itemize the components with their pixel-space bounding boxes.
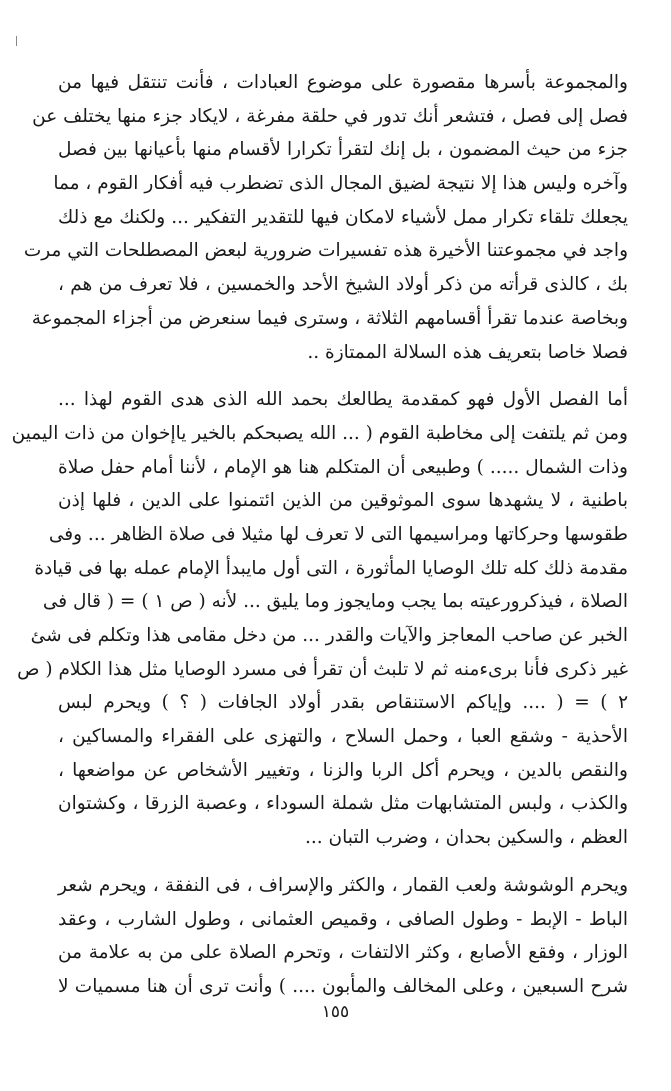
body-text [11,66,628,1004]
paragraph-gap [58,369,628,383]
text-line: واجد في مجموعتنا الأخيرة هذه تفسيرات ضرورية لبعض المصطلحات التي مرت [23,240,628,262]
text-line: ٢ ) = ( .... وإياكم الاستنقاص بقدر أولاد الجافات ( ؟ ) ويحرم لبس [58,692,628,714]
text-line: الخبر عن صاحب المعاجز والآيات والقدر ... من دخل مقامى هذا وتكلم فى شئ [30,625,628,646]
text-line: وبخاصة عندما تقرأ أقسامهم الثلاثة ، وسترى فيما سنعرض من أجزاء المجموعة [31,307,628,329]
text-line: أما الفصل الأول فهو كمقدمة يطالعك بحمد الله الذى هدى القوم لهذا ... [58,389,628,411]
text-line: غير ذكرى فأنا برىءمنه ثم لا تلبث أن تقرأ فى مسرد الوصايا مثل هذا الكلام ( ص [17,658,628,680]
text-line: فصل إلى فصل ، فتشعر أنك تدور في حلقة مفرغة ، لايكاد جزء منها يختلف عن [32,105,628,127]
text-line: وآخره وليس هذا إلا نتيجة لضيق المجال الذى تضطرب فيه أفكار القوم ، مما [53,173,628,195]
margin-mark [16,36,17,46]
page-number: ١٥٥ [321,1002,350,1022]
text-line: فصلا خاصا بتعريف هذه السلالة الممتازة .. [307,341,628,363]
text-line: العظم ، والسكين بحدان ، وضرب التبان ... [305,827,628,849]
text-line: ومن ثم يلتفت إلى مخاطبة القوم ( ... الله يصبحكم بالخير ياإخوان من ذات اليمين [11,422,628,444]
text-line: الباط - الإبط - وطول الصافى ، وقميص العثمانى ، وطول الشارب ، وعقد [58,908,628,930]
text-line: الصلاة ، فيذكرورعيته بما يجب ومايجوز وما يليق ... لأنه ( ص ١ ) = ( قال فى [42,591,628,613]
paragraph-gap [58,855,628,869]
text-line: بك ، كالذى قرأته من ذكر أولاد الشيخ الأحد والخمسين ، فلا تعرف من هم ، [58,274,628,296]
text-line: طقوسها وحركاتها ومراسيمها التى لا تعرف لها مثيلا فى صلاة الظاهر ... وفى [48,523,628,545]
text-line: جزء من حيث المضمون ، بل إنك لتقرأ تكرارا لأقسام منها بأعيانها بين فصل [58,139,628,161]
text-line: شرح السبعين ، وعلى المخالف والمأبون .... ) وأنت ترى أن هنا مسميات لا [58,975,628,997]
text-line: والمجموعة بأسرها مقصورة على موضوع العبادات ، فأنت تنتقل فيها من [58,72,628,93]
text-line: باطنية ، لا يشهدها سوى الموثوقين من الذين ائتمنوا على الدين ، فلها إذن [58,490,628,512]
text-line: الوزار ، وفقع الأصابع ، وكثر الالتفات ، وتحرم الصلاة على من به علامة من [58,942,628,964]
text-line: والكذب ، ولبس المتشابهات مثل شملة السوداء ، وعصبة الزرقا ، وكشتوان [58,793,628,815]
text-line: مقدمة ذلك كله تلك الوصايا المأثورة ، التى أول مايبدأ الإمام عمله بها فى قيادة [34,557,628,579]
text-line: الأحذية - وشقع العبا ، وحمل السلاح ، والتهزى على الفقراء والمساكين ، [58,726,628,748]
text-line: ويحرم الوشوشة ولعب القمار ، والكثر والإسراف ، فى النفقة ، ويحرم شعر [58,874,628,896]
text-line: يجعلك تلقاء تكرار ممل لأشياء لامكان فيها للتقدير التفكير ... ولكنك مع ذلك [58,206,628,228]
text-line: وذات الشمال ..... ) وطبيعى أن المتكلم هنا هو الإمام ، لأننا أمام حفل صلاة [58,456,628,478]
text-line: والنقص بالدين ، ويحرم أكل الربا والزنا ، وتغيير الأشخاص عن مواضعها ، [58,759,628,781]
